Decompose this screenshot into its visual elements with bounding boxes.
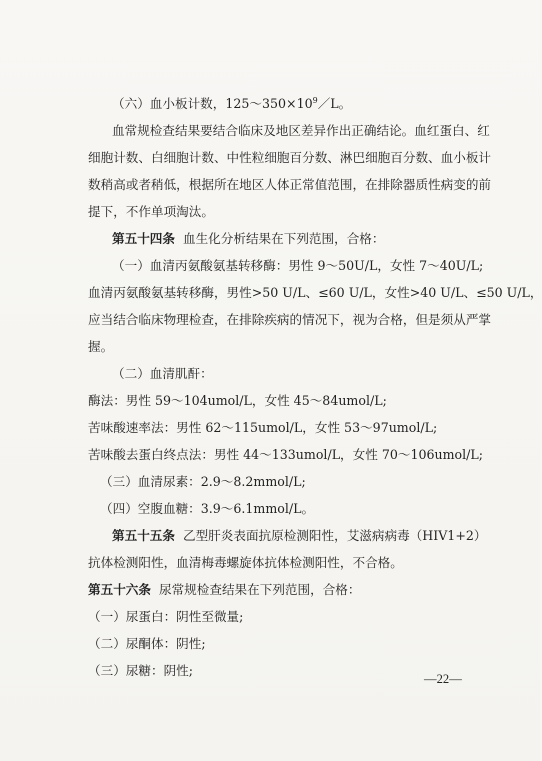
text-line: 数稍高或者稍低，根据所在地区人体正常值范围，在排除器质性病变的前	[88, 177, 491, 192]
text-line: 苦味酸去蛋白终点法：男性 44～133umol/L，女性 70～106umol/L;	[88, 447, 484, 462]
page-content	[88, 90, 542, 684]
text-line: 应当结合临床物理检查，在排除疾病的情况下，视为合格，但是须从严掌	[88, 312, 491, 327]
text-line: （六）血小板计数，$125\sim 350\times 10^9/L$。	[112, 95, 352, 111]
text-line: 抗体检测阳性，血清梅毒螺旋体抗体检测阳性，不合格。	[88, 555, 403, 570]
article-heading-line: 第五十五条 乙型肝炎表面抗原检测阳性，艾滋病病毒（HIV1+2）	[112, 528, 487, 543]
article-heading-line: 第五十六条 尿常规检查结果在下列范围，合格：	[88, 582, 361, 597]
text-line: 血常规检查结果要结合临床及地区差异作出正确结论。血红蛋白、红	[112, 123, 490, 138]
page-number: —22—	[424, 672, 462, 686]
text-line: 细胞计数、白细胞计数、中性粒细胞百分数、淋巴细胞百分数、血小板计	[88, 150, 491, 165]
text-line: 酶法：男性 59～104umol/L，女性 45～84umol/L;	[88, 393, 387, 408]
text-line: （一）血清丙氨酸氨基转移酶：男性 9～50U/L，女性 7～40U/L;	[112, 258, 484, 273]
text-line: （三）尿糖：阴性;	[88, 663, 193, 678]
text-line: （一）尿蛋白：阴性至微量;	[88, 609, 244, 624]
text-line: （四）空腹血糖：3.9～6.1mmol/L。	[100, 501, 315, 516]
article-number: 第五十六条	[88, 582, 151, 597]
article-heading-line: 第五十四条 血生化分析结果在下列范围，合格：	[112, 231, 385, 246]
article-number: 第五十五条	[112, 528, 175, 543]
text-line: （三）血清尿素：2.9～8.2mmol/L;	[100, 474, 306, 489]
text-line: 血清丙氨酸氨基转移酶，男性>50 U/L、≤60 U/L，女性>40 U/L、≤50 U/L，	[88, 285, 542, 300]
article-number: 第五十四条	[112, 231, 175, 246]
text-line: 苦味酸速率法：男性 62～115umol/L，女性 53～97umol/L;	[88, 420, 438, 435]
text-line: （二）尿酮体：阴性;	[88, 636, 206, 651]
text-line: （二）血清肌酐：	[112, 366, 213, 381]
text-line: 提下，不作单项淘汰。	[88, 204, 214, 219]
text-line: 握。	[88, 339, 114, 354]
superscript: 9	[312, 95, 318, 105]
